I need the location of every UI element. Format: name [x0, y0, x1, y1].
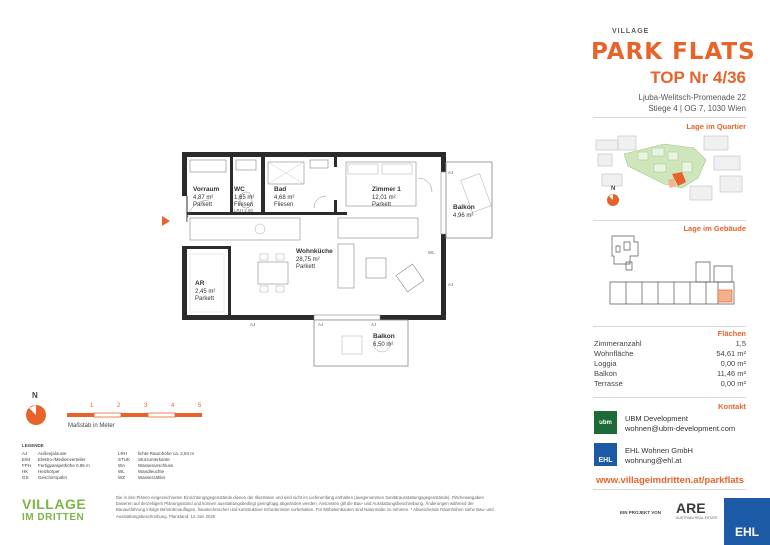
flaechen-value: 0,00 m² — [720, 379, 746, 388]
legend-text: lichte Raumhöhe ca. 2,84 m — [138, 451, 195, 456]
legend-abbr: HK — [22, 469, 29, 474]
unit-title: TOP Nr 4/36 — [650, 68, 746, 87]
compass-icon — [25, 404, 47, 426]
scale-bar — [67, 410, 207, 420]
room-balkon-bottom — [373, 333, 395, 349]
legend-abbr: WL — [118, 469, 125, 474]
room-name: WC — [234, 186, 245, 193]
flaechen-title: Flächen — [717, 329, 746, 338]
room-floor: Parkett — [195, 296, 215, 302]
mark-aj: AJ — [448, 282, 454, 287]
brand-small-logo: VILLAGE — [612, 28, 650, 35]
legend-text: Geschirrspüler — [38, 475, 68, 480]
flaechen-row — [594, 339, 746, 349]
ehl-contact — [625, 446, 693, 466]
room-floor: Parkett — [193, 202, 213, 208]
footer-logo — [22, 497, 86, 525]
room-vorraum — [193, 186, 219, 210]
address-line1: Ljuba-Welitsch-Promenade 22 — [638, 93, 746, 102]
mark-aj: AJ — [318, 322, 324, 327]
legend-col1 — [22, 451, 90, 481]
room-area: 1,65 m² — [234, 194, 255, 201]
divider — [593, 220, 746, 221]
flaechen-value: 11,46 m² — [716, 369, 746, 378]
legend-item — [22, 475, 90, 481]
room-name: AR — [195, 280, 205, 287]
legend-abbr: WA — [118, 463, 126, 468]
ehl-footer-logo: EHL — [724, 498, 770, 545]
ubm-contact — [625, 414, 735, 434]
site-north-label: N — [611, 186, 616, 192]
mark-wl: WL — [428, 250, 435, 255]
divider — [593, 397, 746, 398]
ubm-logo: ubm — [594, 411, 617, 434]
building-plan — [606, 234, 746, 314]
website-link[interactable]: www.villageimdritten.at/parkflats — [596, 475, 744, 486]
mark-aj: AJ — [371, 322, 377, 327]
legend-text: Wasserzähler — [138, 475, 166, 480]
room-wohnkueche — [296, 248, 333, 272]
room-floor: Fliesen — [234, 202, 254, 208]
legend-col2 — [118, 451, 194, 481]
legend-abbr: STUK — [118, 457, 131, 462]
disclaimer: Die in den Plänen eingezeichneten Einrichtungsgegenstände dienen der Illustration und sind nicht im Lieferumfang enthalten (ausgenommen Sanitärausstattungsgegenstände). Flächenangaben basieren auf derzeitigem Planungsstand und können ausstattungsbedingt geringfügig abgeändert werden. Ansonsten gilt die Bau- und Ausstattungsbeschreibung. Änderungen während der Bauausführung infolge Behördenauflagen, haustechnischer und konstruktiver Erfordernisse vorbehalten. Für Möbeleinbauten sind Naturmaße zu nehmen. * Abweichende Raumhöhen siehe Bau- und Ausstattungsbeschreibung. Planstand: 12.Juni 2025 — [116, 495, 494, 519]
flaechen-label: Loggia — [594, 359, 617, 368]
room-floor: Parkett — [296, 264, 316, 270]
legend-abbr: GS — [22, 475, 29, 480]
scale-tick: 5 — [198, 403, 202, 409]
legend-text: Wasseranschluss — [138, 463, 174, 468]
flaechen-value: 54,61 m² — [716, 349, 746, 358]
north-label: N — [32, 391, 38, 400]
flaechen-value: 1,5 — [735, 339, 746, 348]
room-name: Bad — [274, 186, 287, 193]
room-area: 28,75 m² — [296, 256, 320, 263]
flaechen-label: Balkon — [594, 369, 617, 378]
room-bad — [274, 186, 294, 210]
divider — [593, 117, 746, 118]
ehl-name: EHL Wohnen GmbH — [625, 446, 693, 455]
room-floor: Fliesen — [274, 202, 294, 208]
legend-abbr: WZ — [118, 475, 125, 480]
legend-abbr: FPH — [22, 463, 31, 468]
legend-abbr: E/M — [22, 457, 31, 462]
lage-quartier-title: Lage im Quartier — [686, 122, 746, 131]
scale-tick: 1 — [90, 403, 94, 409]
ubm-name: UBM Development — [625, 414, 688, 423]
project-by-label: EIN PROJEKT VON — [620, 510, 662, 515]
room-balkon-side — [453, 204, 475, 220]
room-floor: Parkett — [372, 202, 392, 208]
mark-aj: AJ — [250, 322, 256, 327]
room-area: 2,45 m² — [195, 288, 216, 295]
legend-text: Sturzunterkante — [138, 457, 170, 462]
scale-tick: 3 — [144, 403, 148, 409]
mark-aj: AJ — [448, 170, 454, 175]
flaechen-label: Wohnfläche — [594, 349, 634, 358]
flaechen-value: 0,00 m² — [720, 359, 746, 368]
room-name: Balkon — [373, 333, 395, 340]
legend-title: LEGENDE — [22, 443, 44, 448]
scale-tick: 4 — [171, 403, 175, 409]
room-name: Wohnküche — [296, 248, 333, 255]
brand-logo: PARK FLATS — [591, 39, 756, 65]
flaechen-row — [594, 359, 746, 369]
legend-abbr: AJ — [22, 451, 28, 456]
room-area: 4,68 m² — [274, 194, 295, 201]
ehl-email[interactable]: wohnung@ehl.at — [625, 456, 682, 465]
room-name: Balkon — [453, 204, 475, 211]
scale-label: Maßstab in Meter — [68, 423, 115, 429]
legend-text: Heizkörper — [38, 469, 60, 474]
are-logo — [676, 500, 706, 516]
flaechen-row — [594, 349, 746, 359]
room-area: 4,96 m² — [453, 212, 474, 219]
unit-address — [639, 92, 746, 114]
are-subtitle: AUSTRIAN REAL ESTATE — [676, 516, 718, 520]
legend-text: Außenjalousie — [38, 451, 67, 456]
room-name: Vorraum — [193, 186, 220, 193]
legend-abbr: LRH — [118, 451, 128, 456]
room-area: 6,50 m² — [373, 341, 394, 348]
kontakt-title: Kontakt — [718, 402, 746, 411]
flaechen-row — [594, 379, 746, 389]
room-area: 4,87 m² — [193, 194, 214, 201]
flaechen-table — [594, 339, 746, 389]
footer-logo-line1: VILLAGE — [22, 496, 87, 512]
ubm-email[interactable]: wohnen@ubm-development.com — [625, 424, 736, 433]
room-name: Zimmer 1 — [372, 186, 401, 193]
legend-text: Elektro-/Medienverteiler — [38, 457, 86, 462]
flaechen-label: Zimmeranzahl — [594, 339, 642, 348]
wc-note: LRH 2,50 — [234, 208, 254, 213]
scale-tick: 2 — [117, 403, 121, 409]
flaechen-label: Terrasse — [594, 379, 623, 388]
divider — [593, 489, 746, 490]
room-wc — [234, 186, 254, 210]
address-line2: Stiege 4 | OG 7, 1030 Wien — [648, 104, 746, 113]
site-compass-icon — [606, 193, 620, 207]
ehl-logo: EHL — [594, 443, 617, 466]
flaechen-row — [594, 369, 746, 379]
legend-text: Wandleuchte — [138, 469, 165, 474]
are-logo-text: ARE — [676, 500, 706, 516]
lage-gebaeude-title: Lage im Gebäude — [683, 224, 746, 233]
footer-logo-line2: IM DRITTEN — [22, 512, 85, 523]
legend-item — [118, 475, 194, 481]
legend-text: Fertigparapethöhe 0,85 m — [38, 463, 90, 468]
room-area: 12,01 m² — [372, 194, 396, 201]
room-zimmer1 — [372, 186, 401, 210]
divider — [593, 326, 746, 327]
room-ar — [195, 280, 215, 304]
